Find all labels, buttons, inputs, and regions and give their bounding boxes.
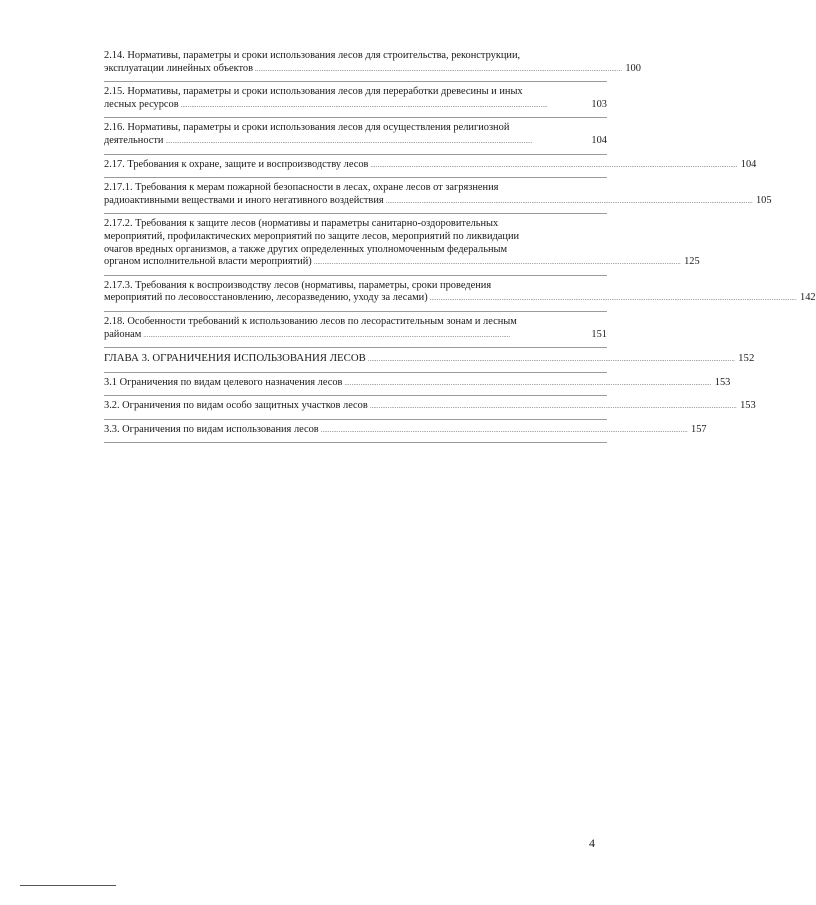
toc-entry-text-line: 2.17.1. Требования к мерам пожарной безопасности в лесах, охране лесов от загрязнения: [104, 182, 499, 194]
toc-leader-dots: [181, 99, 588, 113]
toc-entry-title: эксплуатации линейных объектов: [104, 62, 254, 74]
toc-entry-last-line: [104, 423, 707, 438]
toc-entry-last-line: [104, 329, 607, 343]
toc-leader-dots: [255, 63, 621, 77]
toc-entry[interactable]: [104, 400, 756, 420]
toc-entry-title: мероприятий по лесовосстановлению, лесоразведению, уходу за лесами): [104, 292, 428, 304]
toc-entry-text-line: очагов вредных организмов, а также других определенных уполномоченным федеральным: [104, 243, 508, 255]
toc-page-number: 157: [691, 423, 707, 435]
toc-page-number: 100: [625, 62, 641, 74]
toc-entry-text-line: 2.16. Нормативы, параметры и сроки использования лесов для осуществления религиозной: [104, 122, 510, 134]
toc-page-number: 151: [591, 328, 607, 340]
toc-entry-title: органом исполнительной власти мероприятий): [104, 256, 312, 268]
toc-leader-dots: [386, 195, 752, 209]
toc-entry-text-line: 2.18. Особенности требований к использованию лесов по лесорастительным зонам и лесным: [104, 315, 517, 327]
toc-entry-last-line: [104, 62, 641, 77]
toc-leader-dots: [344, 377, 710, 391]
toc-entry-title: радиоактивными веществами и иного негативного воздействия: [104, 194, 384, 206]
toc-entry[interactable]: [104, 122, 607, 154]
toc-entry[interactable]: [104, 352, 755, 373]
toc-entry-last-line: [104, 352, 755, 367]
toc-entry-last-line: [104, 99, 607, 113]
table-of-contents: [104, 50, 816, 447]
toc-entry-text-line: 2.17.3. Требования к воспроизводству лесов (нормативы, параметры, сроки проведения: [104, 279, 492, 291]
toc-page-number: 104: [591, 134, 607, 146]
toc-entry-title: деятельности: [104, 134, 164, 146]
toc-entry[interactable]: [104, 158, 757, 179]
toc-entry-title: районам: [104, 328, 142, 340]
toc-entry-last-line: [104, 135, 607, 149]
toc-leader-dots: [165, 135, 587, 149]
toc-entry-title: ГЛАВА 3. ОГРАНИЧЕНИЯ ИСПОЛЬЗОВАНИЯ ЛЕСОВ: [104, 352, 366, 365]
toc-page-number: 152: [738, 352, 755, 365]
toc-leader-dots: [314, 256, 680, 270]
toc-entry[interactable]: [104, 279, 816, 312]
footer-rule: [20, 885, 116, 886]
toc-entry-last-line: [104, 194, 772, 209]
toc-page-number: 103: [591, 98, 607, 110]
toc-entry-title: 3.3. Ограничения по видам использования лесов: [104, 423, 319, 435]
toc-entry-last-line: [104, 256, 700, 270]
page-number: 4: [589, 836, 595, 850]
toc-page-number: 142: [800, 292, 816, 304]
toc-entry-text-line: 2.17.2. Требования к защите лесов (нормативы и параметры санитарно-оздоровительных: [104, 218, 499, 230]
toc-entry-text-line: мероприятий, профилактических мероприятий по защите лесов, мероприятий по ликвидации: [104, 230, 520, 242]
toc-entry-last-line: [104, 158, 757, 173]
toc-leader-dots: [370, 159, 736, 173]
toc-leader-dots: [370, 400, 736, 414]
toc-entry[interactable]: [104, 86, 607, 118]
toc-entry-title: лесных ресурсов: [104, 98, 179, 110]
toc-entry-text-line: 2.14. Нормативы, параметры и сроки использования лесов для строительства, реконструкции,: [104, 50, 521, 61]
toc-entry-title: 3.2. Ограничения по видам особо защитных участков лесов: [104, 400, 368, 412]
toc-page-number: 105: [755, 194, 772, 206]
toc-leader-dots: [321, 424, 687, 438]
toc-entry[interactable]: [104, 218, 700, 275]
toc-entry-title: 2.17. Требования к охране, защите и воспроизводству лесов: [104, 158, 369, 170]
toc-entry[interactable]: [104, 376, 731, 397]
toc-page-number: 153: [714, 376, 731, 388]
toc-leader-dots: [430, 292, 796, 306]
toc-page-number: 104: [740, 158, 757, 170]
toc-page-number: 153: [740, 400, 756, 412]
toc-entry-last-line: [104, 400, 756, 414]
toc-entry-title: 3.1 Ограничения по видам целевого назначения лесов: [104, 376, 343, 388]
toc-page-number: 125: [684, 256, 700, 268]
toc-entry[interactable]: [104, 50, 641, 82]
toc-entry-last-line: [104, 376, 731, 391]
toc-entry-last-line: [104, 292, 816, 306]
toc-leader-dots: [368, 352, 734, 367]
toc-leader-dots: [143, 329, 587, 343]
toc-entry[interactable]: [104, 423, 707, 444]
toc-entry-text-line: 2.15. Нормативы, параметры и сроки использования лесов для переработки древесины и иных: [104, 86, 523, 98]
toc-entry[interactable]: [104, 182, 772, 214]
toc-entry[interactable]: [104, 316, 607, 348]
